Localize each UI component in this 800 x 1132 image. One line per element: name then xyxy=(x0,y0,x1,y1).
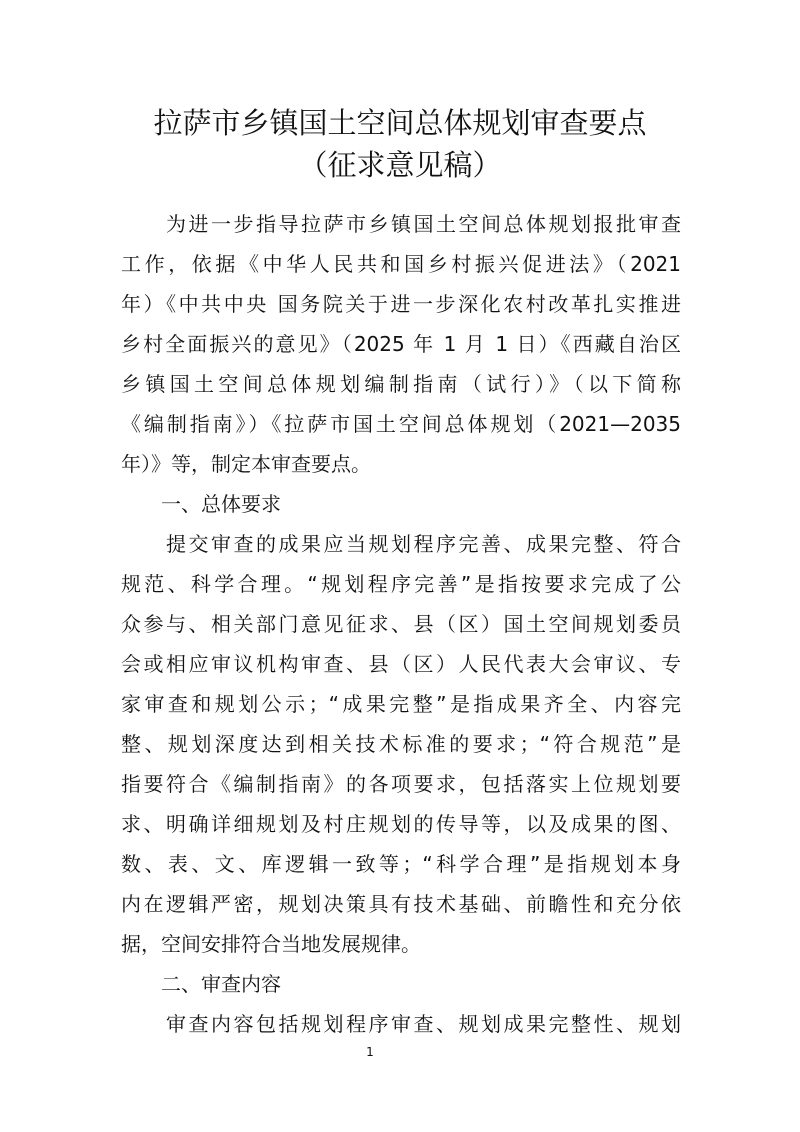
body-line: 内在逻辑严密，规划决策具有技术基础、前瞻性和充分依 xyxy=(121,892,681,916)
body-line: 众参与、相关部门意见征求、县（区）国土空间规划委员 xyxy=(121,612,681,636)
body-line: 提交审查的成果应当规划程序完善、成果完整、符合 xyxy=(121,532,681,556)
body-line: 整、规划深度达到相关技术标准的要求；“符合规范”是 xyxy=(121,732,681,756)
body-line: 据，空间安排符合当地发展规律。 xyxy=(121,932,421,956)
body-line: 审查内容包括规划程序审查、规划成果完整性、规划 xyxy=(121,1012,681,1036)
body-line: 《编制指南》）《拉萨市国土空间总体规划（2021—2035 xyxy=(121,412,681,436)
document-title: 拉萨市乡镇国土空间总体规划审查要点 xyxy=(153,106,647,140)
body-line: 年）《中共中央 国务院关于进一步深化农村改革扎实推进 xyxy=(121,292,681,316)
body-line: 会或相应审议机构审查、县（区）人民代表大会审议、专 xyxy=(121,652,681,676)
body-line: 为进一步指导拉萨市乡镇国土空间总体规划报批审查 xyxy=(121,212,681,236)
body-line: 年）》等，制定本审查要点。 xyxy=(121,452,371,476)
document-subtitle: （征求意见稿） xyxy=(298,148,502,182)
body-line: 指要符合《编制指南》的各项要求，包括落实上位规划要 xyxy=(121,772,681,796)
section-heading: 一、总体要求 xyxy=(121,492,281,516)
body-line: 家审查和规划公示；“成果完整”是指成果齐全、内容完 xyxy=(121,692,681,716)
section-heading: 二、审查内容 xyxy=(121,972,281,996)
body-line: 规范、科学合理。“规划程序完善”是指按要求完成了公 xyxy=(121,572,681,596)
body-line: 工作，依据《中华人民共和国乡村振兴促进法》（2021 xyxy=(121,252,681,276)
body-line: 乡镇国土空间总体规划编制指南（试行）》（以下简称 xyxy=(121,372,681,396)
body-line: 求、明确详细规划及村庄规划的传导等，以及成果的图、 xyxy=(121,812,681,836)
body-line: 数、表、文、库逻辑一致等；“科学合理”是指规划本身 xyxy=(121,852,681,876)
body-line: 乡村全面振兴的意见》（2025 年 1 月 1 日）《西藏自治区 xyxy=(121,332,681,356)
page-number: 1 xyxy=(366,1045,374,1059)
